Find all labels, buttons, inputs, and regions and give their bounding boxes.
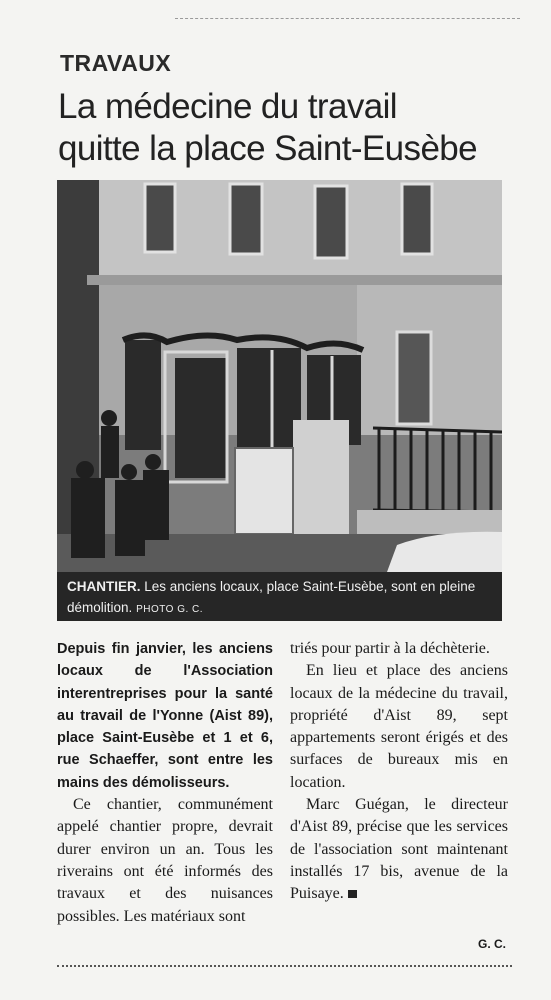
photo-credit: PHOTO G. C. (136, 604, 204, 615)
body-paragraph-2: En lieu et place des anciens locaux de la médecine du travail, propriété d'Aist 89, sept appartements seront érigés et des surfaces de bureaux mis en location. (290, 662, 508, 791)
body-paragraph-1a: Ce chantier, communément appelé chantier propre, devrait durer environ un an. Tous les riverains ont été informés des travaux et des nuisances possibles. Les matériaux sont (57, 796, 273, 925)
headline (58, 86, 528, 170)
body-paragraph-3 (290, 794, 508, 905)
caption-label: CHANTIER. (67, 579, 141, 594)
body-paragraph-1b: triés pour partir à la déchèterie. (290, 640, 490, 657)
lead-paragraph: Depuis fin janvier, les anciens locaux de l'Association interentreprises pour la santé au travail de l'Yonne (Aist 89), place Saint-Eusèbe et 1 et 6, rue Schaeffer, sont entre les mains des démolisseurs. (57, 641, 273, 791)
caption-text: Les anciens locaux, place Saint-Eusèbe, sont en pleine démolition. (67, 579, 476, 615)
article-photo (57, 180, 502, 572)
body-paragraph-3-text: Marc Guégan, le directeur d'Aist 89, précise que les services de l'association sont maintenant installés 17 bis, avenue de la Puisaye. (290, 796, 508, 903)
author-signature: G. C. (478, 937, 507, 951)
headline-line-2: quitte la place Saint-Eusèbe (58, 129, 478, 168)
article-column-1 (57, 638, 273, 928)
top-rule (175, 18, 520, 19)
end-of-article-mark (348, 890, 357, 898)
section-kicker: TRAVAUX (60, 50, 172, 76)
photo-caption (57, 572, 502, 621)
headline-line-1: La médecine du travail (58, 87, 397, 126)
article-column-2 (290, 638, 508, 906)
bottom-rule (57, 965, 512, 967)
